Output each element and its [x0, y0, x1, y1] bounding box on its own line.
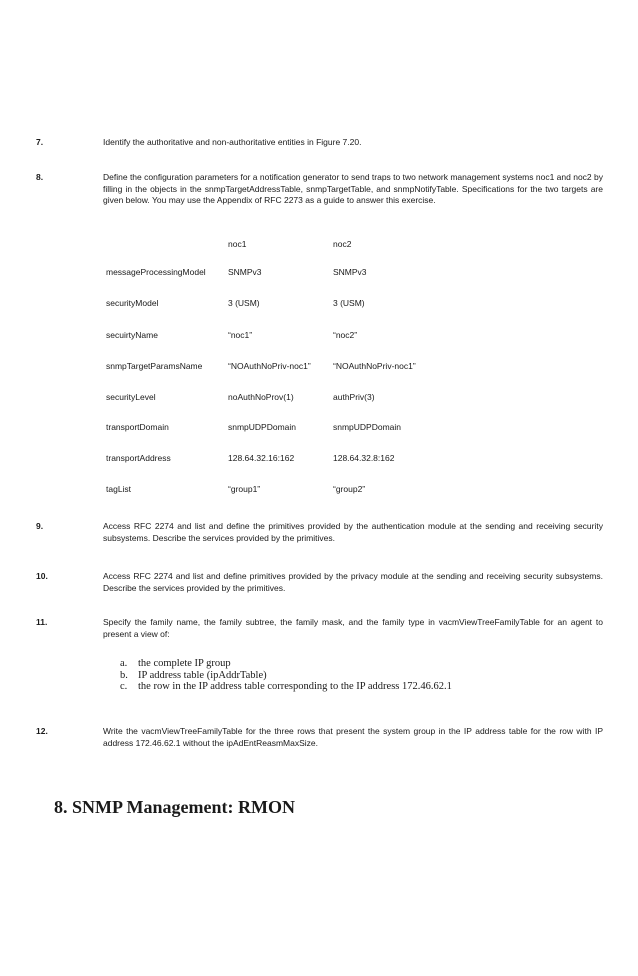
question-number: 11. [36, 617, 48, 627]
list-item [120, 658, 452, 670]
question-text: Access RFC 2274 and list and define the primitives provided by the authentication module at the sending and receiving security subsystems. Describe the services provided by the primitives. [103, 521, 603, 543]
list-item-letter: b. [120, 669, 128, 681]
noc2-value: authPriv(3) [333, 392, 375, 402]
noc1-value: “noc1” [228, 330, 253, 340]
row-label: securityModel [106, 298, 159, 308]
noc2-value: “NOAuthNoPriv-noc1” [333, 361, 416, 371]
question-text: Define the configuration parameters for a notification generator to send traps to two network management systems noc1 and noc2 by filling in the objects in the snmpTargetAddressTable, snmpTargetTable, and snmpNotifyTable. Specifications for the two targets are given below. You may use the Appendix of RFC 2273 as a guide to answer this exercise. [103, 172, 603, 205]
noc2-value: “noc2” [333, 330, 358, 340]
noc2-value: snmpUDPDomain [333, 422, 402, 432]
chapter-title: 8. SNMP Management: RMON [54, 797, 295, 817]
column-header-noc2: noc2 [333, 239, 352, 249]
noc1-value: “NOAuthNoPriv-noc1” [228, 361, 311, 371]
row-label: secuirtyName [106, 330, 158, 340]
question-number: 9. [36, 521, 44, 531]
column-header-noc1: noc1 [228, 239, 247, 249]
noc1-value: 3 (USM) [228, 298, 260, 308]
row-label: securityLevel [106, 392, 156, 402]
list-item-text: the complete IP group [138, 658, 231, 669]
row-label: transportAddress [106, 453, 171, 463]
row-label: transportDomain [106, 422, 169, 432]
noc1-value: SNMPv3 [228, 267, 262, 277]
question-number: 8. [36, 172, 44, 182]
noc2-value: 128.64.32.8:162 [333, 453, 395, 463]
question-number: 12. [36, 726, 48, 736]
row-label: snmpTargetParamsName [106, 361, 203, 371]
list-item-text: the row in the IP address table corresponding to the IP address 172.46.62.1 [138, 681, 452, 692]
question-text: Access RFC 2274 and list and define primitives provided by the privacy module at the sending and receiving security subsystems. Describe the services provided by the primitives. [103, 571, 603, 593]
row-label: messageProcessingModel [106, 267, 206, 277]
noc2-value: “group2” [333, 484, 366, 494]
noc2-value: SNMPv3 [333, 267, 367, 277]
q11-sublist [120, 658, 452, 693]
question-number: 10. [36, 571, 48, 581]
question-text: Write the vacmViewTreeFamilyTable for the three rows that present the system group in the IP address table for the row with IP address 172.46.62.1 without the ipAdEntReasmMaxSize. [103, 726, 603, 748]
list-item-letter: a. [120, 658, 128, 669]
list-item-text: IP address table (ipAddrTable) [138, 669, 267, 681]
row-label: tagList [106, 484, 132, 494]
noc1-value: noAuthNoProv(1) [228, 392, 294, 402]
list-item [120, 681, 452, 693]
question-text: Specify the family name, the family subtree, the family mask, and the family type in vacmViewTreeFamilyTable for an agent to present a view of: [103, 617, 603, 639]
question-number: 7. [36, 137, 44, 147]
list-item-letter: c. [120, 681, 128, 692]
list-item [120, 670, 452, 682]
noc1-value: snmpUDPDomain [228, 422, 297, 432]
question-text: Identify the authoritative and non-authoritative entities in Figure 7.20. [103, 137, 362, 147]
noc2-value: 3 (USM) [333, 298, 365, 308]
noc1-value: 128.64.32.16:162 [228, 453, 295, 463]
noc1-value: “group1” [228, 484, 261, 494]
